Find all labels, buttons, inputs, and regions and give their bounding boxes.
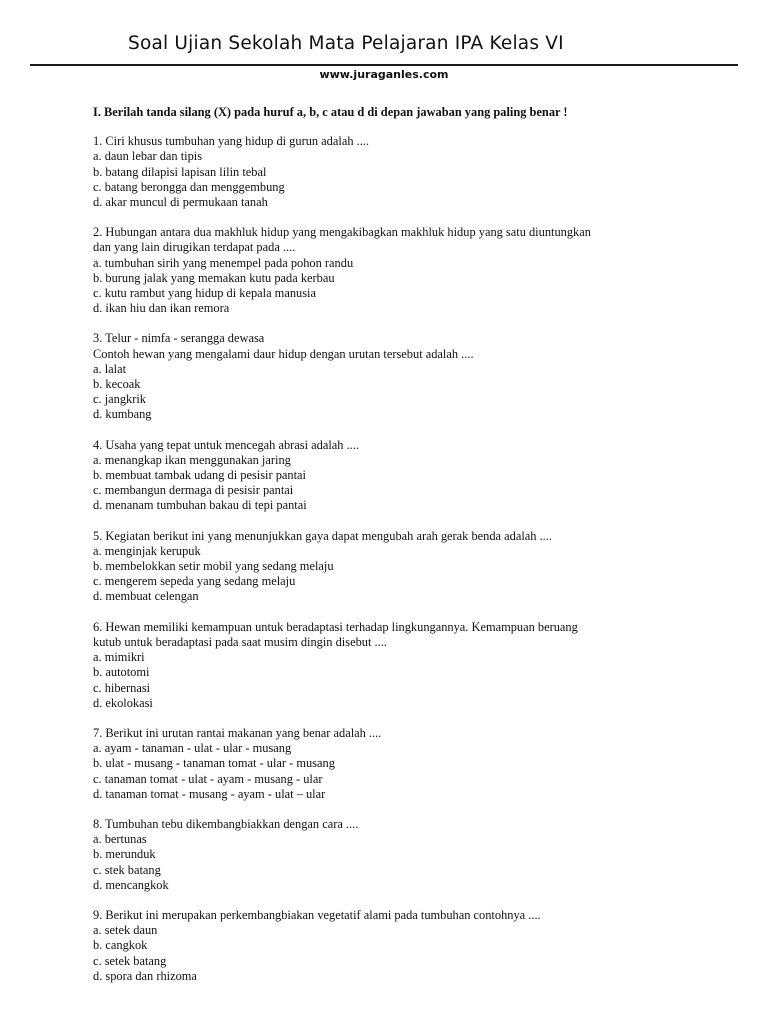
answer-option: c. kutu rambut yang hidup di kepala manusia bbox=[93, 286, 316, 301]
answer-option: d. tanaman tomat - musang - ayam - ulat – ular bbox=[93, 786, 326, 801]
answer-option: a. menginjak kerupuk bbox=[93, 543, 201, 558]
answer-option: c. mengerem sepeda yang sedang melaju bbox=[93, 574, 296, 589]
question-text: 8. Tumbuhan tebu dikembangbiakkan dengan cara .... bbox=[93, 816, 359, 831]
answer-option: b. burung jalak yang memakan kutu pada kerbau bbox=[93, 270, 335, 285]
answer-option: d. ekolokasi bbox=[93, 695, 153, 710]
header-divider bbox=[30, 64, 738, 66]
question-text: 7. Berikut ini urutan rantai makanan yang benar adalah .... bbox=[93, 725, 382, 740]
section-instruction: I. Berilah tanda silang (X) pada huruf a, b, c atau d di depan jawaban yang paling benar ! bbox=[93, 105, 568, 119]
question-text: Contoh hewan yang mengalami daur hidup dengan urutan tersebut adalah .... bbox=[93, 346, 474, 361]
answer-option: d. kumbang bbox=[93, 407, 152, 422]
answer-option: a. daun lebar dan tipis bbox=[93, 149, 203, 164]
answer-option: c. hibernasi bbox=[93, 680, 151, 695]
answer-option: b. ulat - musang - tanaman tomat - ular - musang bbox=[93, 756, 335, 771]
answer-option: b. merunduk bbox=[93, 847, 156, 862]
answer-option: c. setek batang bbox=[93, 953, 167, 968]
question-text: 2. Hubungan antara dua makhluk hidup yang mengakibagkan makhluk hidup yang satu diuntungkan bbox=[93, 225, 591, 240]
question-item bbox=[93, 331, 733, 422]
question-item bbox=[93, 726, 733, 802]
answer-option: d. mencangkok bbox=[93, 877, 169, 892]
question-text: 5. Kegiatan berikut ini yang menunjukkan gaya dapat mengubah arah gerak benda adalah .... bbox=[93, 528, 552, 543]
answer-option: d. ikan hiu dan ikan remora bbox=[93, 301, 230, 316]
answer-option: a. menangkap ikan menggunakan jaring bbox=[93, 452, 291, 467]
answer-option: c. membangun dermaga di pesisir pantai bbox=[93, 483, 294, 498]
answer-option: c. jangkrik bbox=[93, 392, 146, 407]
website-label: www.juraganles.com bbox=[319, 68, 449, 81]
answer-option: a. setek daun bbox=[93, 923, 158, 938]
question-item bbox=[93, 908, 733, 984]
answer-option: a. ayam - tanaman - ulat - ular - musang bbox=[93, 741, 292, 756]
question-item bbox=[93, 529, 733, 605]
answer-option: b. batang dilapisi lapisan lilin tebal bbox=[93, 164, 267, 179]
question-list bbox=[93, 134, 733, 984]
answer-option: d. akar muncul di permukaan tanah bbox=[93, 195, 268, 210]
answer-option: a. mimikri bbox=[93, 650, 145, 665]
document-title: Soal Ujian Sekolah Mata Pelajaran IPA Kelas VI bbox=[128, 33, 564, 54]
answer-option: c. stek batang bbox=[93, 862, 161, 877]
question-text: 9. Berikut ini merupakan perkembangbiakan vegetatif alami pada tumbuhan contohnya .... bbox=[93, 907, 541, 922]
question-text: 1. Ciri khusus tumbuhan yang hidup di gurun adalah .... bbox=[93, 134, 370, 149]
answer-option: a. tumbuhan sirih yang menempel pada pohon randu bbox=[93, 255, 354, 270]
answer-option: b. membelokkan setir mobil yang sedang melaju bbox=[93, 559, 334, 574]
answer-option: b. cangkok bbox=[93, 938, 148, 953]
answer-option: a. bertunas bbox=[93, 832, 147, 847]
answer-option: b. kecoak bbox=[93, 377, 141, 392]
question-item bbox=[93, 817, 733, 893]
question-text: 4. Usaha yang tepat untuk mencegah abrasi adalah .... bbox=[93, 437, 359, 452]
question-item bbox=[93, 225, 733, 316]
answer-option: d. menanam tumbuhan bakau di tepi pantai bbox=[93, 498, 307, 513]
exam-content bbox=[93, 105, 733, 999]
question-item bbox=[93, 620, 733, 711]
answer-option: c. tanaman tomat - ulat - ayam - musang - ular bbox=[93, 771, 323, 786]
answer-option: b. membuat tambak udang di pesisir pantai bbox=[93, 468, 307, 483]
answer-option: d. membuat celengan bbox=[93, 589, 199, 604]
answer-option: a. lalat bbox=[93, 361, 127, 376]
question-text: kutub untuk beradaptasi pada saat musim dingin disebut .... bbox=[93, 634, 387, 649]
answer-option: c. batang berongga dan menggembung bbox=[93, 179, 285, 194]
question-text: dan yang lain dirugikan terdapat pada .... bbox=[93, 240, 296, 255]
question-item bbox=[93, 134, 733, 210]
answer-option: d. spora dan rhizoma bbox=[93, 968, 197, 983]
answer-option: b. autotomi bbox=[93, 665, 150, 680]
question-text: 6. Hewan memiliki kemampuan untuk beradaptasi terhadap lingkungannya. Kemampuan beruang bbox=[93, 619, 578, 634]
question-text: 3. Telur - nimfa - serangga dewasa bbox=[93, 331, 265, 346]
question-item bbox=[93, 438, 733, 514]
